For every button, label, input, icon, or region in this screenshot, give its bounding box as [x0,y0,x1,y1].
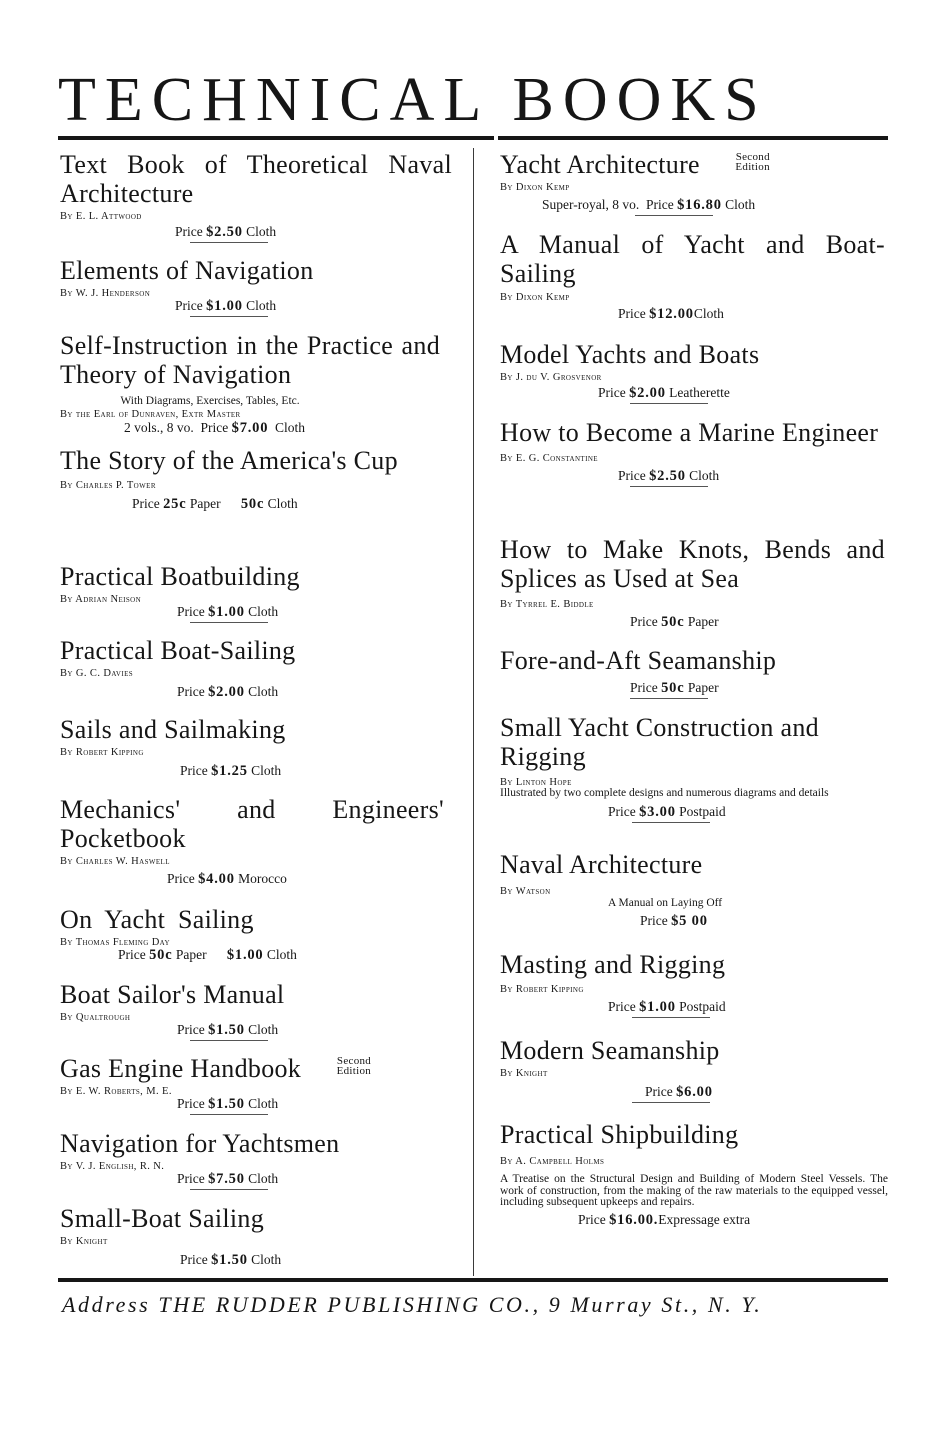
divider [190,1189,268,1190]
book-entry [60,1054,452,1129]
book-price-line: Price $1.50 Cloth [177,1096,279,1112]
book-price-line: Price $16.00.Expressage extra [578,1211,751,1228]
book-price-line: Price $7.50 Cloth [177,1171,279,1187]
book-price: $3.00 [639,804,676,820]
book-author: By Adrian Neison [60,594,142,605]
book-title: Practical Boatbuilding [60,562,300,591]
book-author: By Charles P. Tower [60,480,156,491]
book-entry [500,850,890,950]
book-price: $1.00 [226,947,264,963]
divider [632,822,710,823]
book-price: 25c [163,496,187,512]
book-title: How to Become a Marine Engineer [500,418,879,447]
book-author: By E. L. Attwood [60,211,142,222]
book-price: $2.00 [629,385,666,401]
book-title: How to Make Knots, Bends and Splices as Used at Sea [500,535,885,593]
book-entry [60,331,452,446]
book-entry [500,230,890,340]
book-author: By Dixon Kemp [500,182,570,193]
book-title: A Manual of Yacht and Boat-Sailing [500,230,885,288]
book-author: By Robert Kipping [500,984,584,995]
book-entry [60,980,452,1054]
book-price: $1.00 [208,604,245,620]
book-price-line: Price $1.00 Cloth [177,604,279,620]
book-title: Mechanics' and Engineers' Pocketbook [60,795,444,853]
book-price: 50c [661,680,685,696]
book-author: By Charles W. Haswell [60,856,170,867]
book-price: $12.00 [649,306,694,322]
book-price: 50c [240,496,265,512]
book-price-line: Price $1.00 Cloth [175,298,277,314]
edition-note: Second Edition [336,1055,372,1077]
right-book-column [500,150,890,1250]
book-title: Boat Sailor's Manual [60,980,285,1009]
column-divider [473,148,474,1276]
book-entry [500,713,890,850]
book-price: $1.50 [208,1022,245,1038]
book-title: Self-Instruction in the Practice and Theory of Navigation [60,331,440,389]
book-note: A Treatise on the Structural Design and Building of Modern Steel Vessels. The work of construction, from the making of the raw materials to the equipped vessel, including subsequent upkeeps and repairs. [500,1173,888,1208]
book-author: By Qualtrough [60,1012,131,1023]
book-title: On Yacht Sailing [60,905,254,934]
publisher-address: Address THE RUDDER PUBLISHING CO., 9 Murray St., N. Y. [62,1292,763,1317]
book-price: $5 00 [671,913,708,929]
book-price: $7.00 [231,420,269,436]
divider [632,1102,710,1103]
book-price-line: Price $1.00 Postpaid [608,999,726,1015]
book-price: $2.50 [206,224,243,240]
title-underline-left [58,136,494,140]
book-entry [60,715,452,795]
book-price: $7.50 [208,1171,245,1187]
book-author: By Knight [60,1236,108,1247]
book-author: By the Earl of Dunraven, Extr Master [60,409,241,420]
book-price: $1.50 [211,1252,248,1268]
book-price-line: Price $2.50 Cloth [175,224,277,240]
book-title: Small Yacht Construction and Rigging [500,713,819,771]
book-price-line: Price 50c Paper [630,614,719,630]
book-title: Small-Boat Sailing [60,1204,265,1233]
divider [635,215,713,216]
book-title: Naval Architecture [500,850,703,879]
book-title: Gas Engine Handbook Second Edition [60,1054,372,1083]
divider [190,316,268,317]
book-author: By Knight [500,1068,548,1079]
book-entry [60,795,452,905]
book-entry [500,646,890,713]
book-entry [60,1129,452,1204]
book-price-line: Price $1.50 Cloth [180,1252,282,1268]
book-title: Modern Seamanship [500,1036,720,1065]
book-price-line: Price $1.25 Cloth [180,763,282,779]
title-underline-right [498,136,888,140]
book-price-line: Price $3.00 Postpaid [608,804,726,820]
book-price-line: Price $4.00 Morocco [167,871,287,887]
book-price: $1.00 [639,999,676,1015]
book-price: $1.00 [206,298,243,314]
book-author: By E. G. Constantine [500,453,598,464]
book-author: By Watson [500,886,551,897]
book-price: $2.00 [208,684,245,700]
book-title: Navigation for Yachtsmen [60,1129,340,1158]
divider [630,486,708,487]
book-price: $2.50 [649,468,686,484]
bottom-rule [58,1278,888,1282]
book-price: $4.00 [198,871,235,887]
book-price-line: Price 50c Paper $1.00 Cloth [118,947,297,963]
book-price-line: Price $6.00 [645,1084,713,1100]
book-entry [60,562,452,636]
left-book-column [60,150,452,1274]
divider [630,698,708,699]
book-price-line: Price 50c Paper [630,680,719,696]
book-price-line: 2 vols., 8 vo. Price $7.00 Cloth [124,420,306,436]
book-entry [500,150,890,230]
book-entry [500,950,890,1036]
book-price-line: Price $5 00 [640,913,708,929]
book-entry [60,150,452,250]
book-price-line: Price $2.00 Cloth [177,684,279,700]
book-title: Sails and Sailmaking [60,715,286,744]
book-entry [60,905,452,980]
book-author: By G. C. Davies [60,668,134,679]
book-author: By J. du V. Grosvenor [500,372,602,383]
book-author: By Thomas Fleming Day [60,937,170,948]
book-author: By Dixon Kemp [500,292,570,303]
book-author: By A. Campbell Holms [500,1156,605,1167]
book-title: Fore-and-Aft Seamanship [500,646,777,675]
book-price: $16.00. [609,1211,659,1228]
book-author: By Robert Kipping [60,747,144,758]
book-author: By W. J. Henderson [60,288,151,299]
book-price: 50c [661,614,685,630]
book-author: By Linton Hope [500,777,572,788]
book-price: $1.50 [208,1096,245,1112]
book-author: By E. W. Roberts, M. E. [60,1086,172,1097]
book-price: $6.00 [676,1084,713,1100]
book-price-line: Price 25c Paper 50c Cloth [132,496,298,512]
divider [190,242,268,243]
book-price-line: Price $2.50 Cloth [618,468,720,484]
page-title: TECHNICAL BOOKS [58,66,768,134]
book-entry [500,340,890,418]
book-price-line: Price $12.00Cloth [618,306,724,322]
book-price: 50c [149,947,173,963]
divider [190,1114,268,1115]
book-entry [60,636,452,715]
book-entry [60,256,452,331]
book-price-line: Super-royal, 8 vo. Price $16.80 Cloth [542,197,756,213]
divider [190,1040,268,1041]
book-entry [500,1036,890,1120]
book-title: The Story of the America's Cup [60,446,398,475]
book-entry [500,1120,890,1250]
book-author: By Tyrrel E. Biddle [500,599,594,610]
divider [630,403,708,404]
book-entry [500,418,890,535]
book-title: Practical Boat-Sailing [60,636,296,665]
book-title: Yacht Architecture Second Edition [500,150,770,179]
book-price: $1.25 [211,763,248,779]
book-title: Masting and Rigging [500,950,726,979]
edition-note: Second Edition [735,151,770,173]
book-note: With Diagrams, Exercises, Tables, Etc. [120,395,300,407]
divider [190,622,268,623]
book-entry [500,535,890,646]
book-entry [60,446,452,562]
book-title: Practical Shipbuilding [500,1120,739,1149]
book-price-line: Price $1.50 Cloth [177,1022,279,1038]
book-price-line: Price $2.00 Leatherette [598,385,730,401]
book-title: Elements of Navigation [60,256,314,285]
book-author: By V. J. English, R. N. [60,1161,165,1172]
book-price: $16.80 [677,197,722,213]
book-note: Illustrated by two complete designs and numerous diagrams and details [500,787,829,799]
divider [632,1017,710,1018]
book-entry [60,1204,452,1274]
book-title: Model Yachts and Boats [500,340,760,369]
book-note: A Manual on Laying Off [608,897,723,909]
book-title: Text Book of Theoretical Naval Architecture [60,150,452,208]
